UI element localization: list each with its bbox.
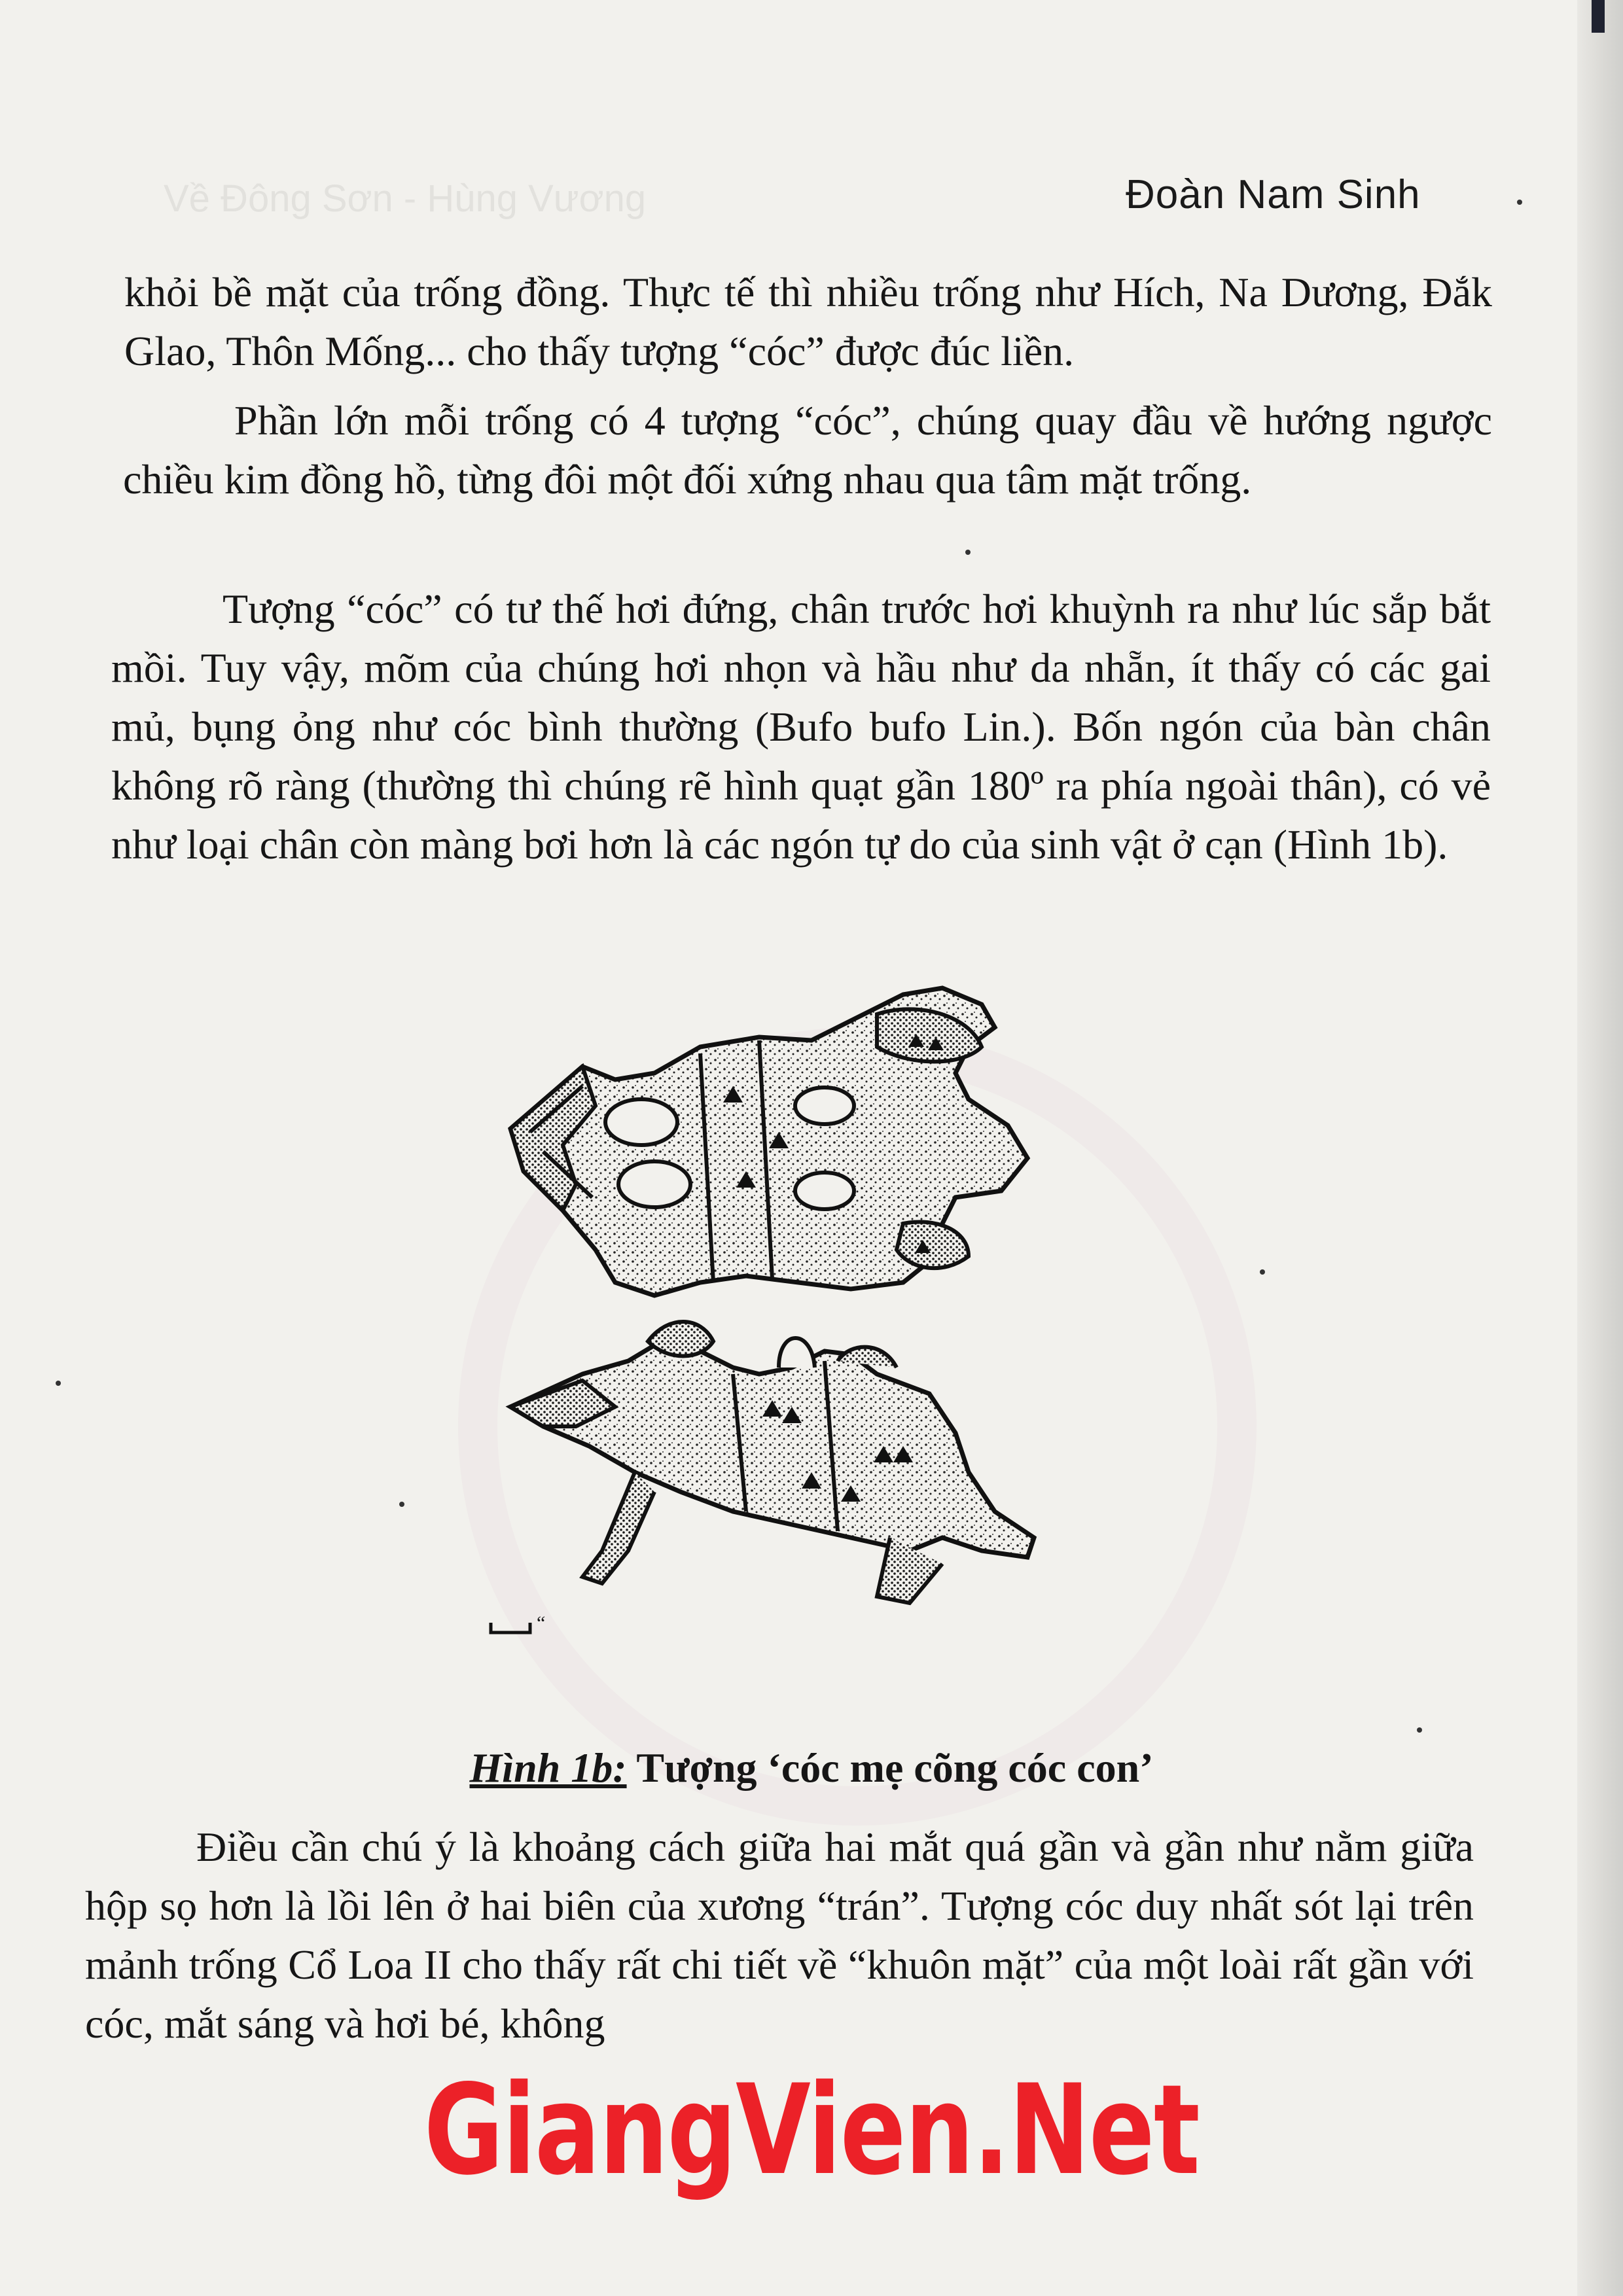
paragraph-4-text: Điều cần chú ý là khoảng cách giữa hai mắt quá gần và gần như nằm giữa hộp sọ hơn là lồi lên ở hai biên của xương “trán”. Tượng cóc duy nhất sót lại trên mảnh trống Cổ Loa II cho thấy rất chi tiết về “khuôn mặt” của một loài rất gần với cóc, mắt sáng và hơi bé, không	[85, 1824, 1474, 2047]
figure-caption-text: Tượng ‘cóc mẹ cõng cóc con’	[636, 1744, 1154, 1791]
paragraph-1-text: khỏi bề mặt của trống đồng. Thực tế thì nhiều trống như Hích, Na Dương, Đắk Glao, Thôn Mống... cho thấy tượng “cóc” được đúc liền.	[124, 269, 1492, 374]
toad-side-view	[510, 1322, 1034, 1603]
paragraph-2	[123, 391, 1492, 509]
figure-toad-statue-illustration	[484, 975, 1073, 1669]
watermark-logo-text: GiangVien.Net	[423, 2058, 1200, 2202]
page-edge-shadow	[1577, 0, 1623, 2296]
scan-speck	[965, 550, 971, 555]
paragraph-3-text: Tượng “cóc” có tư thế hơi đứng, chân trước hơi khuỳnh ra như lúc sắp bắt mồi. Tuy vậy, mõm của chúng hơi nhọn và hầu như da nhẵn, ít thấy có các gai mủ, bụng ỏng như cóc bình thường (Bufo bufo Lin.). Bốn ngón của bàn chân không rõ ràng (thường thì chúng rẽ hình quạt gần 180º ra phía ngoài thân), có vẻ như loại chân còn màng bơi hơn là các ngón tự do của sinh vật ở cạn (Hình 1b).	[111, 586, 1491, 868]
scan-speck	[399, 1502, 404, 1507]
running-header-author: Đoàn Nam Sinh	[1126, 172, 1421, 217]
figure-caption-label: Hình 1b:	[469, 1744, 627, 1791]
paragraph-1	[124, 263, 1492, 381]
scan-speck	[56, 1381, 61, 1386]
paragraph-4	[85, 1818, 1474, 2053]
bleed-through-header: Về Đông Sơn - Hùng Vương	[164, 177, 647, 220]
paragraph-3	[111, 580, 1491, 874]
figure-caption	[0, 1744, 1623, 1792]
scan-speck	[1417, 1727, 1422, 1733]
toad-top-view	[510, 988, 1027, 1296]
scan-speck	[1260, 1269, 1265, 1275]
paragraph-2-text: Phần lớn mỗi trống có 4 tượng “cóc”, chúng quay đầu về hướng ngược chiều kim đồng hồ, từng đôi một đối xứng nhau qua tâm mặt trống.	[123, 397, 1492, 503]
header-dot	[1517, 200, 1522, 205]
page-edge-mark	[1592, 0, 1605, 33]
scale-bar	[491, 1612, 545, 1634]
svg-text:“: “	[537, 1612, 546, 1634]
